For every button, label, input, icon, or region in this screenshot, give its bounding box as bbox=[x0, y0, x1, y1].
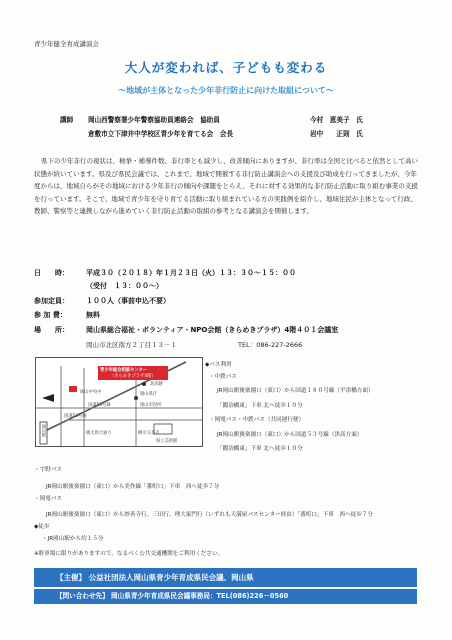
parking-note: ※駐車場に限りがありますので、なるべく公共交通機関をご利用ください。 bbox=[34, 551, 224, 557]
map-label: 岡山市役所 bbox=[140, 403, 162, 408]
date-row bbox=[34, 268, 296, 278]
organizer-title: 青少年健全育成講演会 bbox=[34, 40, 99, 48]
lower-line: JR岡山駅後楽園口（東口）から美作線「番町口」下車 西へ徒歩７分 bbox=[46, 484, 220, 490]
map-station: 岡山駅 bbox=[41, 424, 46, 437]
speaker-org: 倉敷市立下津井中学校区青少年を育てる会 会長 bbox=[88, 130, 234, 138]
fee-label: 参 加 費： bbox=[34, 311, 67, 319]
bus-line: ・岡電バス・中鉄バス（共同運行便） bbox=[209, 417, 305, 424]
map-label: 岡山中央中 bbox=[80, 390, 102, 395]
address: 岡山市北区南方２丁目１３－１ bbox=[86, 341, 177, 349]
map-banner-sub: （きらめきプラザ4階） bbox=[110, 374, 156, 379]
capacity-label: 参加定員： bbox=[34, 297, 69, 305]
speaker-name: 今村 恵美子 氏 bbox=[310, 116, 363, 124]
subtitle: ～地域が主体となった少年非行防止に向けた取組について～ bbox=[118, 86, 334, 95]
speaker-name: 岩中 正則 氏 bbox=[310, 130, 363, 138]
bus-line: JR岡山駅後楽園口（東口）から国道５３号線（津高方面） bbox=[217, 431, 363, 438]
map-label: 柳川交差点 bbox=[138, 431, 160, 436]
bus-info bbox=[205, 360, 425, 456]
bus-line: JR岡山駅後楽園口（東口）から国道１８０号線（平津橋方面） bbox=[217, 388, 374, 395]
map-label: 北高跡 bbox=[150, 382, 163, 387]
map-label: 岡山県庁 bbox=[140, 392, 158, 397]
lower-line: ・JR岡山駅から約１５分 bbox=[42, 536, 104, 542]
speaker-role: 講師 bbox=[60, 116, 74, 124]
contact-text: 【問い合わせ先】 岡山県青少年育成県民会議事務局：TEL(086)226－0560 bbox=[56, 592, 289, 600]
reception-time: （受付 １３：００～） bbox=[86, 282, 163, 290]
venue-label: 場 所： bbox=[34, 326, 69, 334]
venue-row bbox=[34, 325, 338, 335]
bus-line: 「鍛冶橋東」下車 北へ徒歩１０分 bbox=[217, 402, 303, 409]
bus-line: 「鍛冶橋東」下車 北へ徒歩１０分 bbox=[217, 446, 303, 453]
body-paragraph: 県下の少年非行の現状は、検挙・補導件数、非行率とも減少し、改善傾向にありますが、非行率は全国と比べると依然として高い状態が続いています。県及び県民会議では、これまで、地域で開催する非行防止講演会への支援及び助成を行ってきましたが、今年度からは、地域自らがその地域における少年非行の傾向や課題をとらえ、それに対する効果的な非行防止活動に取り組む事業の支援を行っています。そこで、地域で青少年を守り育てる活動に取り組まれている方の実践例を紹介し、地域住民が主体となって行政、教師、警察等と連携しながら進めていく非行防止活動の取組の参考となる講演会を開催します。 bbox=[34, 157, 418, 216]
map-label: 国道53号線 bbox=[64, 414, 87, 419]
sponsor-text: 【主催】 公益社団法人岡山県青少年育成県民会議、岡山県 bbox=[56, 573, 254, 582]
speaker-2 bbox=[60, 128, 363, 138]
map-banner: 青少年総合相談センター bbox=[100, 368, 148, 373]
speaker-1 bbox=[60, 114, 363, 124]
main-title: 大人が変われば、子どもも変わる bbox=[124, 60, 328, 75]
fee-row bbox=[34, 310, 100, 320]
contact-banner bbox=[34, 589, 417, 604]
lower-line: ・宇野バス bbox=[34, 467, 62, 473]
fee-value: 無料 bbox=[86, 311, 100, 319]
capacity-row bbox=[34, 296, 170, 306]
map-label: 県立美術館 bbox=[156, 439, 178, 444]
telephone: TEL：086-227-2666 bbox=[238, 341, 303, 349]
map-label: 桃太郎大通り bbox=[86, 431, 112, 436]
lower-line: ・岡電バス bbox=[34, 496, 62, 502]
address-row bbox=[86, 340, 302, 349]
capacity-value: １００人（事前申込不要） bbox=[86, 297, 170, 305]
venue-value: 岡山県総合福祉・ボランティア・NPO会館（きらめきプラザ）4階４０１会議室 bbox=[86, 326, 339, 334]
sponsor-banner bbox=[34, 568, 417, 587]
bus-line: ・中鉄バス bbox=[209, 374, 237, 380]
date-label: 日 時： bbox=[34, 269, 69, 277]
bus-heading: ◆バス利用 bbox=[205, 362, 232, 368]
lower-line: JR岡山駅後楽園口（東口）から妙善寺行、三田行、理大東門行（いずれも天満屋バスセンター経由）「番町口」下車 西へ徒歩７分 bbox=[46, 512, 373, 518]
speaker-org: 岡山西警察署少年警察協助員連絡会 協助員 bbox=[88, 116, 220, 124]
lower-line: ◆徒歩 bbox=[34, 524, 50, 530]
access-map bbox=[35, 357, 203, 447]
map-label: 国道53号線 bbox=[88, 403, 111, 408]
date-value: 平成３０（２０１８）年１月２３日（火）１３：３０～１５：００ bbox=[86, 269, 296, 277]
